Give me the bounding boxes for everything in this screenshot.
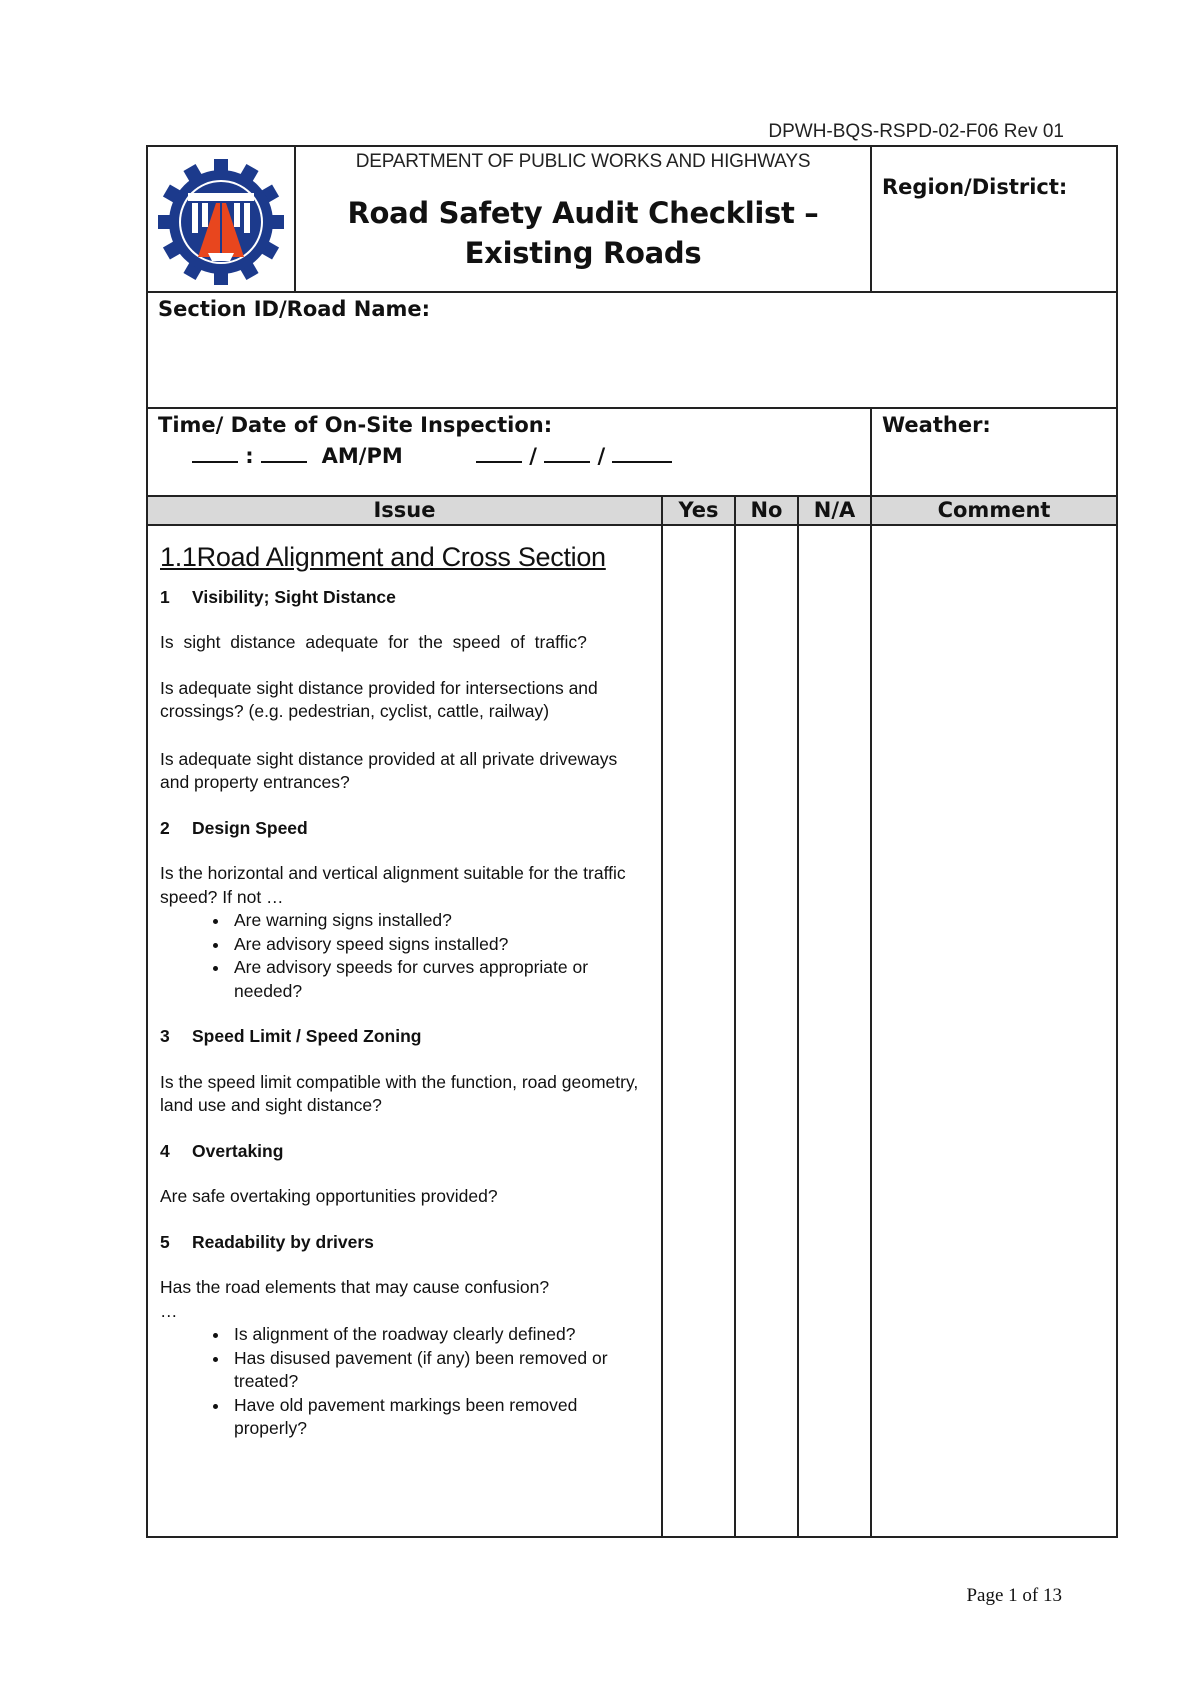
column-header-comment: Comment: [871, 496, 1117, 525]
audit-form-table: [146, 145, 1118, 1538]
dpwh-logo-icon: [156, 157, 286, 287]
question: Is the horizontal and vertical alignment suitable for the traffic speed? If not …: [160, 863, 626, 907]
minute-blank[interactable]: [261, 443, 307, 463]
document-code: DPWH-BQS-RSPD-02-F06 Rev 01: [768, 121, 1064, 142]
question: Is sight distance adequate for the speed of traffic?: [160, 632, 587, 652]
section-id-road-name-field[interactable]: [147, 292, 1117, 408]
weather-field[interactable]: [871, 408, 1117, 496]
document-title-line1: Road Safety Audit Checklist –: [347, 196, 819, 230]
region-district-field[interactable]: [871, 146, 1117, 292]
ampm-label: AM/PM: [321, 444, 403, 468]
region-district-label: Region/District:: [882, 175, 1068, 199]
item-title: 1 Visibility; Sight Distance: [160, 586, 396, 607]
column-header-row: [147, 496, 1117, 525]
column-header-issue: Issue: [147, 496, 662, 525]
month-blank[interactable]: [476, 443, 522, 463]
column-header-yes: Yes: [662, 496, 735, 525]
bullet-list: [160, 1323, 649, 1441]
list-item: • Are advisory speed signs installed?: [230, 933, 649, 957]
section-id-label: Section ID/Road Name:: [158, 297, 431, 321]
section-heading: 1.1Road Alignment and Cross Section: [160, 542, 606, 572]
yes-column[interactable]: [662, 525, 735, 1537]
item-title: 4 Overtaking: [160, 1140, 284, 1161]
question-continuation: …: [160, 1300, 178, 1321]
list-item: • Are warning signs installed?: [230, 909, 649, 933]
document-title: [296, 193, 870, 273]
question: Is the speed limit compatible with the function, road geometry, land use and sight distance?: [160, 1071, 639, 1115]
title-cell: [295, 146, 871, 292]
column-header-na: N/A: [798, 496, 871, 525]
time-date-blanks: : AM/PM / /: [148, 443, 870, 468]
item-title: 2 Design Speed: [160, 817, 308, 838]
question: Is adequate sight distance provided for intersections and crossings? (e.g. pedestrian, cyclist, cattle, railway): [160, 677, 598, 721]
document-title-line2: Existing Roads: [464, 236, 702, 270]
weather-label: Weather:: [882, 413, 991, 437]
list-item: • Has disused pavement (if any) been removed or treated?: [230, 1347, 649, 1394]
item-title: 3 Speed Limit / Speed Zoning: [160, 1026, 422, 1046]
no-column[interactable]: [735, 525, 798, 1537]
inspection-time-date-field[interactable]: [147, 408, 871, 496]
item-title: 5 Readability by drivers: [160, 1231, 374, 1252]
hour-blank[interactable]: [192, 443, 238, 463]
column-header-no: No: [735, 496, 798, 525]
page-number: Page 1 of 13: [966, 1585, 1062, 1606]
day-blank[interactable]: [544, 443, 590, 463]
bullet-list: [160, 909, 649, 1003]
comment-column[interactable]: [871, 525, 1117, 1537]
list-item: • Are advisory speeds for curves appropriate or needed?: [230, 956, 649, 1003]
list-item: • Is alignment of the roadway clearly defined?: [230, 1323, 649, 1347]
question: Are safe overtaking opportunities provided?: [160, 1186, 498, 1206]
logo-cell: [147, 146, 295, 292]
inspection-time-date-label: Time/ Date of On-Site Inspection:: [158, 413, 553, 437]
list-item: • Have old pavement markings been removed properly?: [230, 1394, 649, 1441]
year-blank[interactable]: [612, 443, 672, 463]
issue-column: [147, 525, 662, 1537]
na-column[interactable]: [798, 525, 871, 1537]
department-name: DEPARTMENT OF PUBLIC WORKS AND HIGHWAYS: [355, 151, 811, 172]
question: Has the road elements that may cause confusion?: [160, 1277, 550, 1297]
question: Is adequate sight distance provided at all private driveways and property entrances?: [160, 748, 618, 792]
